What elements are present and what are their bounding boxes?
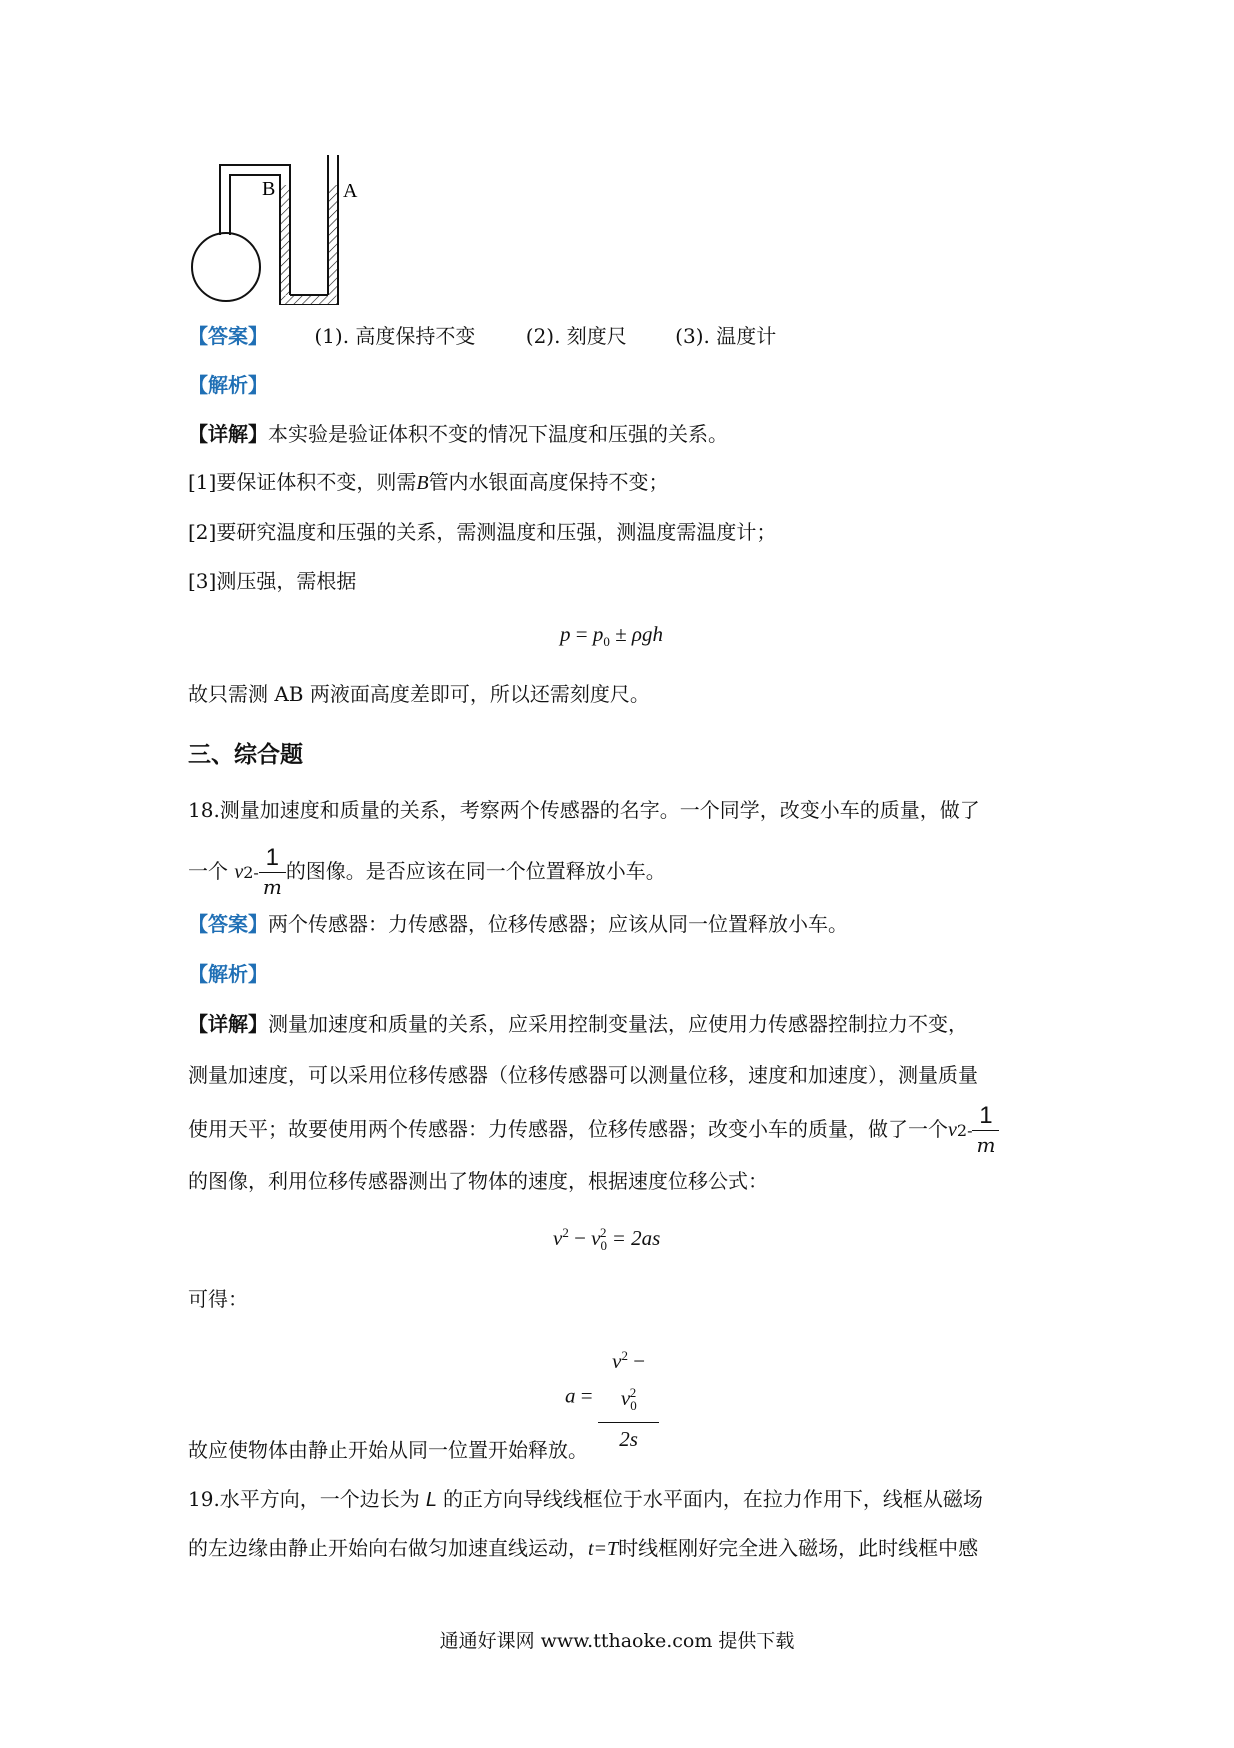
detail-18-line-4: 的图像，利用位移传感器测出了物体的速度，根据速度位移公式： — [188, 1169, 768, 1193]
q19-line2-suffix: 时线框刚好完全进入磁场，此时线框中感 — [618, 1536, 979, 1560]
section-title: 三、综合题 — [188, 741, 303, 768]
analysis-18-tag: 【解析】 — [188, 962, 268, 986]
flask-bulb — [192, 233, 260, 301]
f2-v0-sup: 2 — [600, 1225, 607, 1240]
answer-1 — [188, 322, 776, 350]
answer-18 — [188, 910, 848, 938]
step-3: [3]测压强，需根据 — [188, 569, 357, 593]
detail-tag: 【详解】 — [188, 422, 268, 446]
q18-frac-num: 1 — [265, 844, 279, 871]
answer-item-1: (1). 高度保持不变 — [314, 324, 476, 348]
f2-v0-sub: 0 — [600, 1238, 607, 1254]
q18-v: v — [234, 861, 244, 883]
detail-18-fraction — [972, 1102, 999, 1159]
f3-num-v0: v — [620, 1386, 631, 1410]
detail-18-frac-den: m — [972, 1130, 999, 1159]
formula-p0-sub: 0 — [603, 634, 610, 650]
q18-line-1: 18.测量加速度和质量的关系，考察两个传感器的名字。一个同学，改变小车的质量，做了 — [188, 798, 980, 822]
f2-v0: v — [591, 1226, 601, 1250]
detail-18-tag: 【详解】 — [188, 1012, 268, 1036]
answer-item-3: (3). 温度计 — [675, 324, 777, 348]
q18-line-2 — [188, 836, 666, 908]
q19-prefix: 19.水平方向，一个边长为 — [188, 1487, 420, 1511]
mercury-left — [281, 185, 290, 295]
f3-num-minus: − — [627, 1349, 646, 1373]
f2-v: v — [553, 1226, 563, 1250]
mercury-right — [329, 185, 338, 295]
f3-num-v0-sub: 0 — [630, 1398, 637, 1414]
answer-18-tag: 【答案】 — [188, 912, 268, 936]
detail-18-line-2: 测量加速度，可以采用位移传感器（位移传感器可以测量位移，速度和加速度），测量质量 — [188, 1063, 978, 1087]
f3-fraction — [598, 1340, 660, 1455]
formula-eq: = — [570, 622, 593, 646]
step-1-suffix: 管内水银面高度保持不变； — [428, 470, 669, 494]
f3-num-sup: 2 — [621, 1348, 628, 1363]
formula-velocity — [553, 1225, 660, 1254]
kede: 可得： — [188, 1287, 248, 1311]
q19-line-2 — [188, 1534, 978, 1563]
detail-18-frac-num: 1 — [979, 1102, 993, 1129]
q18-prefix: 一个 — [188, 859, 228, 883]
step-2: [2]要研究温度和压强的关系，需测温度和压强，测温度需温度计； — [188, 520, 777, 544]
mercury-bottom — [281, 296, 338, 305]
f3-num-v0-sup: 2 — [629, 1385, 637, 1400]
formula-pressure — [560, 622, 663, 650]
step-1-prefix: [1]要保证体积不变，则需 — [188, 470, 417, 494]
f2-rhs: = 2as — [606, 1226, 661, 1250]
apparatus-diagram — [188, 155, 368, 305]
answer-item-2: (2). 刻度尺 — [525, 324, 627, 348]
conclusion-18: 故应使物体由静止开始从同一位置开始释放。 — [188, 1438, 588, 1462]
f2-sup: 2 — [562, 1225, 569, 1240]
q18-suffix: 的图像。是否应该在同一个位置释放小车。 — [285, 859, 666, 883]
q18-v-suffix: 2- — [243, 863, 259, 882]
label-b: B — [262, 178, 276, 200]
step-1-var: B — [416, 472, 429, 494]
q19-var-t: t=T — [588, 1538, 619, 1560]
detail-18-text-3: 使用天平；故要使用两个传感器：力传感器，位移传感器；改变小车的质量，做了一个 — [188, 1117, 948, 1141]
conclusion-1: 故只需测 AB 两液面高度差即可，所以还需刻度尺。 — [188, 682, 650, 706]
detail-text: 本实验是验证体积不变的情况下温度和压强的关系。 — [268, 422, 728, 446]
q19-line-1 — [188, 1485, 983, 1514]
analysis-tag: 【解析】 — [188, 373, 268, 397]
detail-18-line-1 — [188, 1010, 968, 1038]
formula-p: p — [560, 622, 571, 646]
footer: 通通好课网 www.tthaoke.com 提供下载 — [439, 1630, 795, 1652]
f3-a: a — [565, 1383, 576, 1408]
answer-tag: 【答案】 — [188, 324, 268, 348]
f3-numerator — [598, 1340, 660, 1422]
q19-suffix: 的正方向导线线框位于水平面内，在拉力作用下，线框从磁场 — [442, 1487, 983, 1511]
f2-minus: − — [568, 1226, 592, 1250]
q18-frac-den: m — [259, 872, 286, 901]
formula-p0: p — [592, 622, 604, 646]
detail-18-v: v — [948, 1119, 957, 1141]
f3-eq: = — [575, 1383, 598, 1408]
formula-rest: ± ρgh — [609, 622, 663, 646]
f3-denominator: 2s — [598, 1422, 660, 1455]
q19-line2-prefix: 的左边缘由静止开始向右做匀加速直线运动， — [188, 1536, 588, 1560]
label-a: A — [343, 180, 358, 202]
q19-var-l: L — [425, 1489, 437, 1511]
detail-1 — [188, 420, 728, 448]
detail-18-line-3 — [188, 1094, 999, 1166]
q18-fraction — [259, 844, 286, 901]
answer-18-text: 两个传感器：力传感器，位移传感器；应该从同一位置释放小车。 — [268, 912, 848, 936]
detail-18-text-1: 测量加速度和质量的关系，应采用控制变量法，应使用力传感器控制拉力不变， — [268, 1012, 968, 1036]
detail-18-v-suffix: 2- — [956, 1121, 973, 1140]
step-1 — [188, 468, 669, 497]
f3-num-v: v — [612, 1349, 622, 1373]
